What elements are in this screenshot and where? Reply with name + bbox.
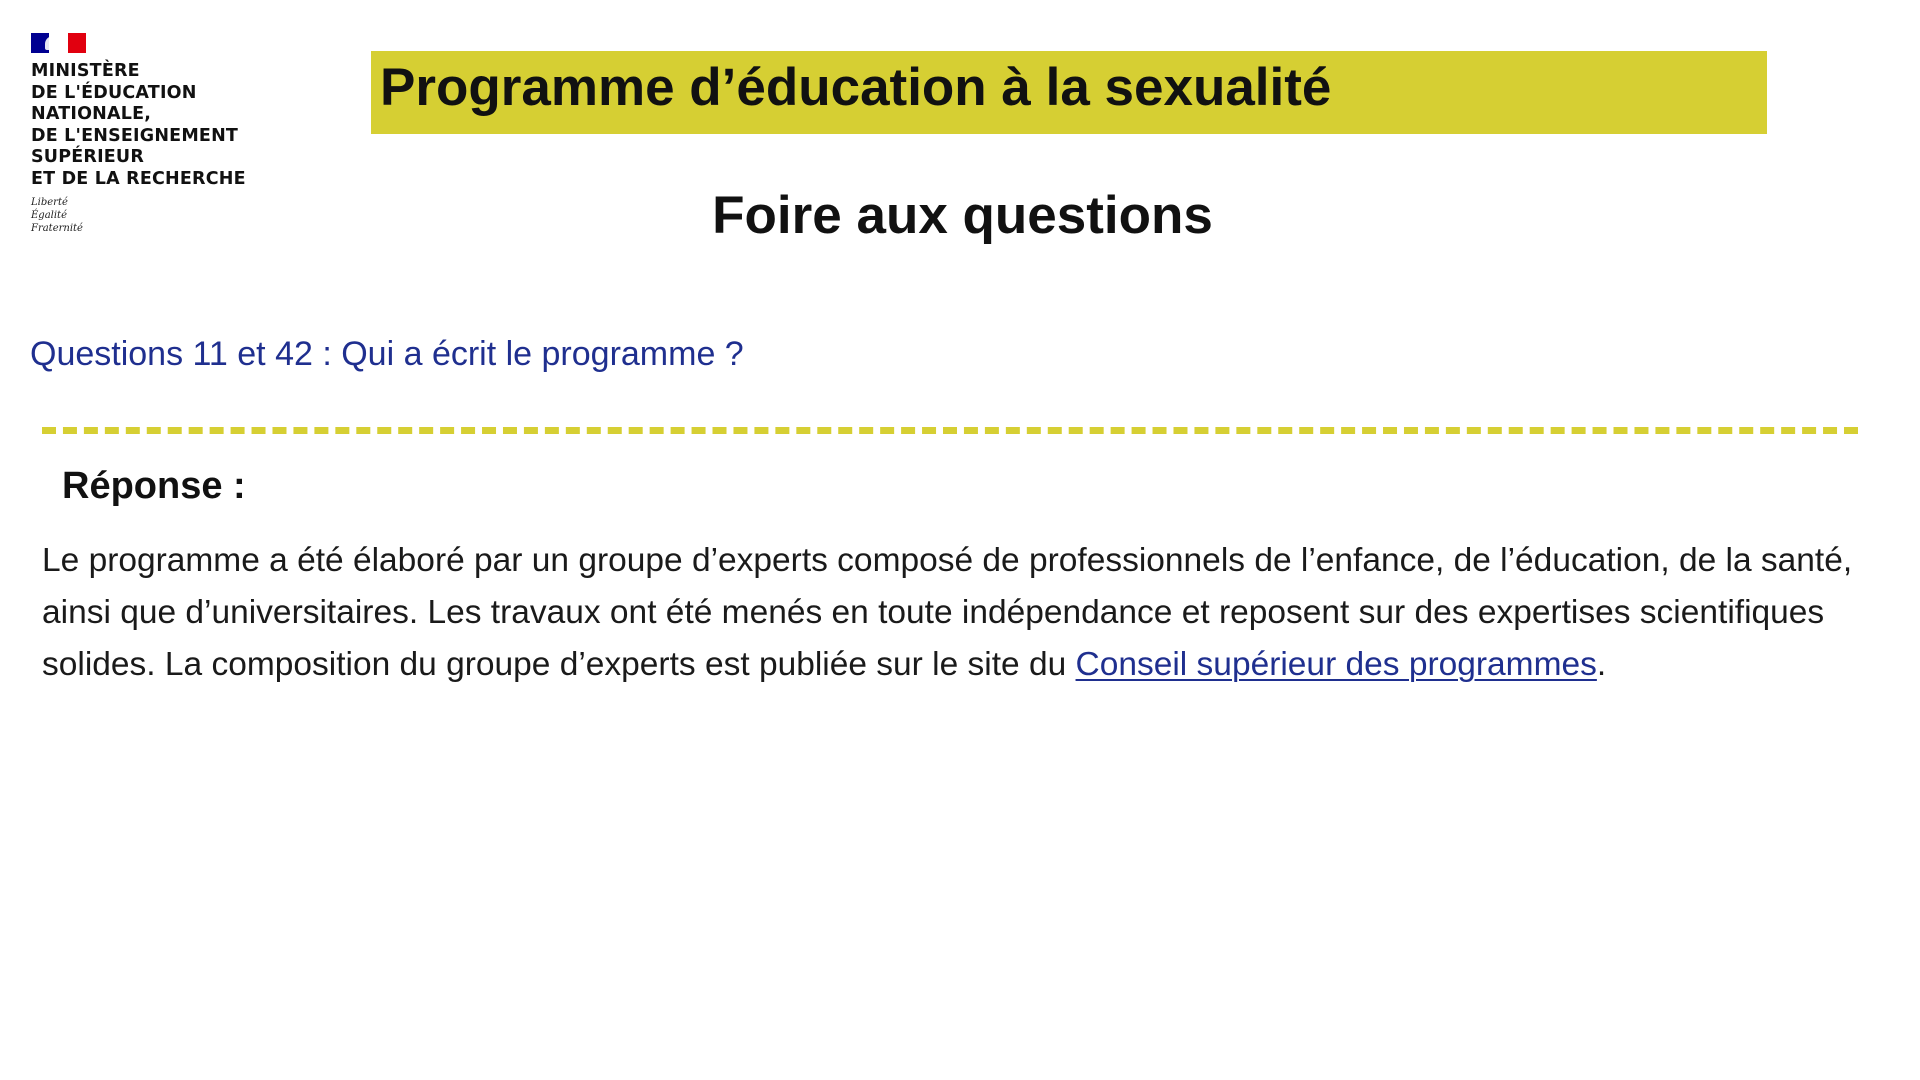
title-banner	[371, 51, 1767, 134]
answer-label: Réponse :	[62, 465, 246, 507]
ministry-name-line: DE L'ENSEIGNEMENT	[31, 125, 239, 146]
page-title: Programme d’éducation à la sexualité	[380, 58, 1332, 117]
dashed-divider	[42, 427, 1858, 434]
ministry-name-line: MINISTÈRE	[31, 61, 140, 81]
marianne-icon	[45, 36, 63, 50]
ministry-name-line: ET DE LA RECHERCHE	[31, 168, 246, 189]
answer-text-main: Le programme a été élaboré par un groupe d’experts composé de professionnels de l’enfance, de l’éducation, de la santé, ainsi que d’universitaires. Les travaux ont été menés en toute indépendance et reposent sur des expertises scientifiques solides. La composition du groupe d’experts est publiée sur le site du	[42, 542, 1853, 683]
question-heading: Questions 11 et 42 : Qui a écrit le programme ?	[30, 335, 744, 373]
motto-line: Fraternité	[31, 223, 83, 234]
ministry-name-line: SUPÉRIEUR	[31, 147, 145, 167]
answer-text	[42, 535, 1902, 691]
conseil-superieur-link[interactable]: Conseil supérieur des programmes	[1075, 646, 1597, 683]
page-subtitle: Foire aux questions	[712, 186, 1213, 245]
answer-text-end: .	[1596, 646, 1607, 683]
ministry-name-line: DE L'ÉDUCATION	[31, 82, 197, 103]
french-flag-icon	[31, 33, 86, 53]
ministry-name	[31, 61, 291, 190]
ministry-name-line: NATIONALE,	[31, 104, 152, 124]
motto-line: Liberté	[31, 197, 68, 208]
motto-line: Égalité	[31, 210, 67, 221]
